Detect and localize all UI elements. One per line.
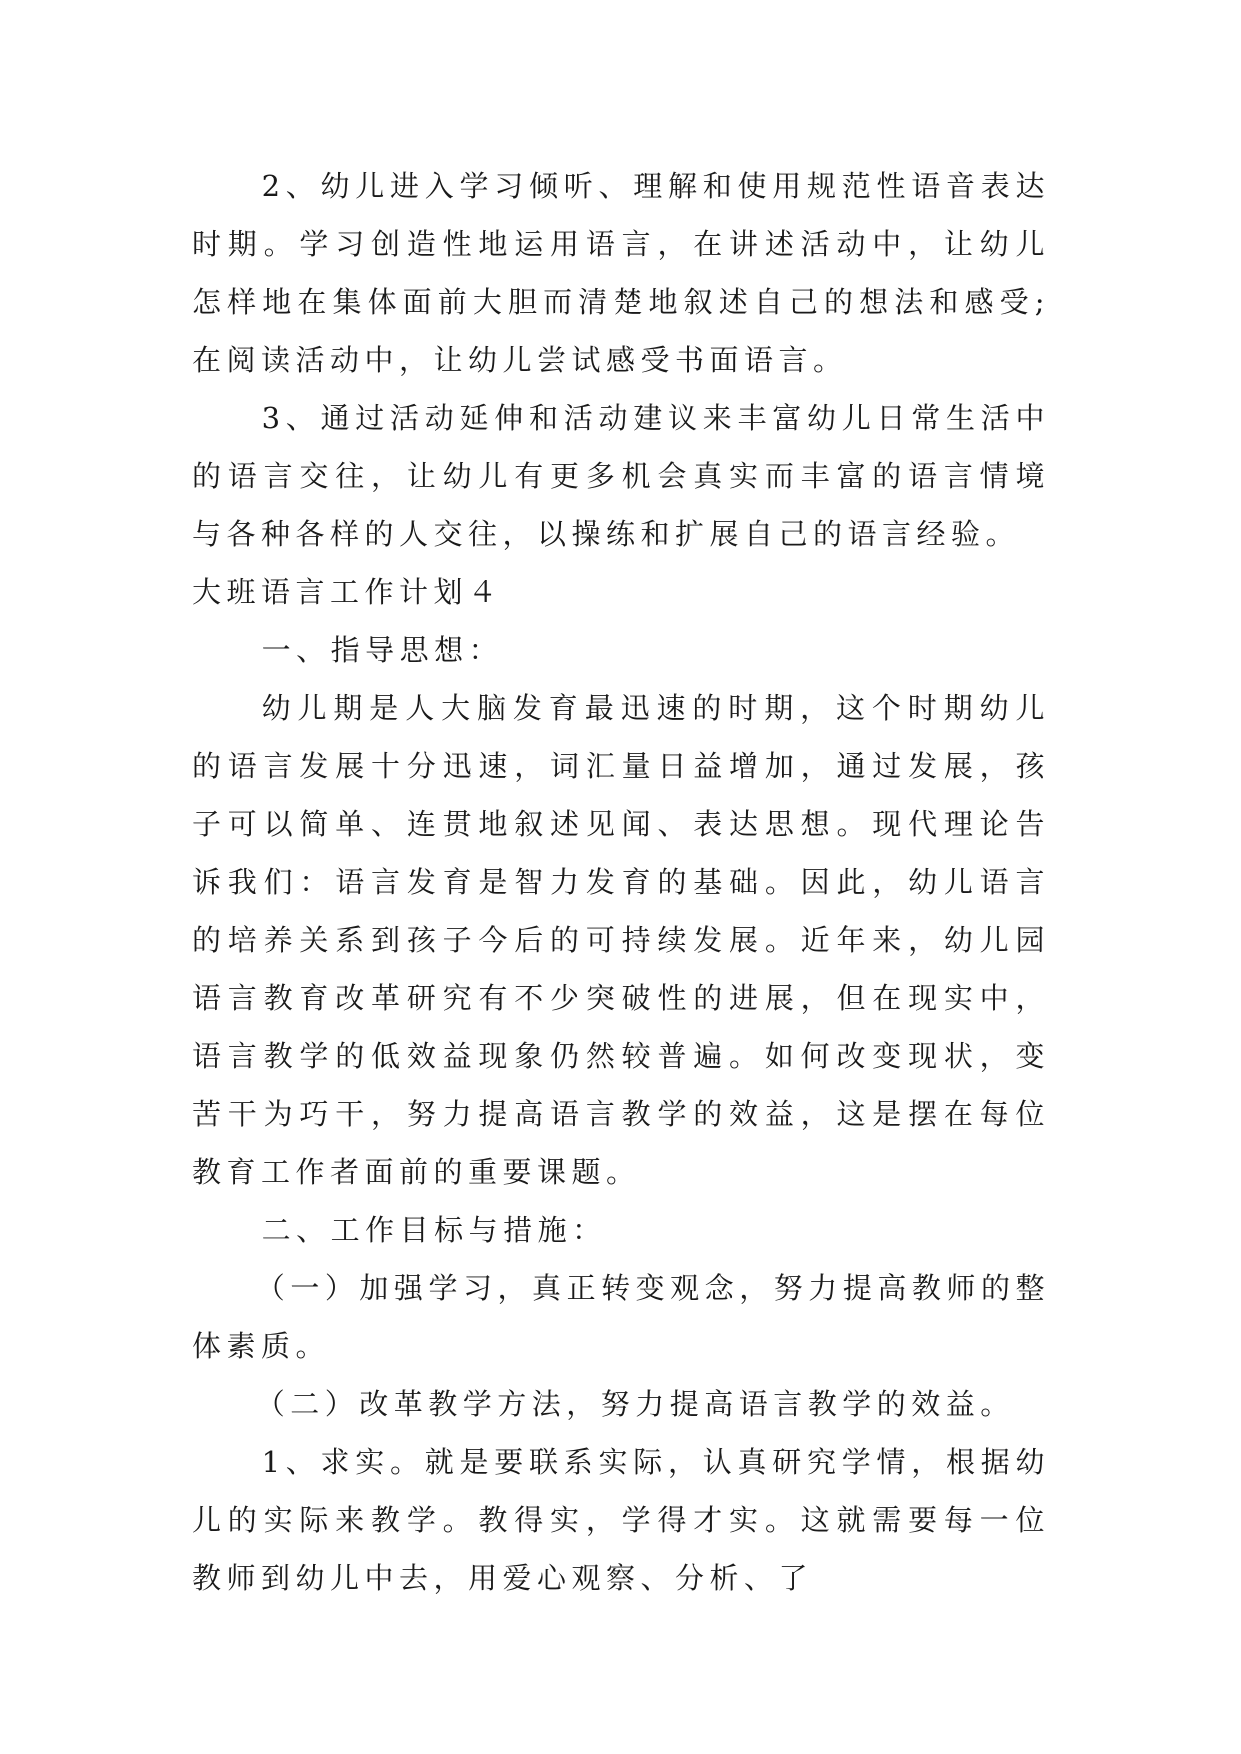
- paragraph-goal-2: （二）改革教学方法，努力提高语言教学的效益。: [255, 1387, 1015, 1421]
- heading-goals-measures: 二、工作目标与措施：: [261, 1213, 607, 1247]
- heading-guiding-thought: 一、指导思想：: [261, 633, 504, 667]
- paragraph-item-3: 3、通过活动延伸和活动建议来丰富幼儿日常生活中的语言交往，让幼儿有更多机会真实而丰富的语言情境与各种各样的人交往，以操练和扩展自己的语言经验。: [192, 401, 1050, 551]
- paragraph-goal-1: （一）加强学习，真正转变观念，努力提高教师的整体素质。: [192, 1271, 1050, 1363]
- paragraph-item-1-practical: 1、求实。就是要联系实际，认真研究学情，根据幼儿的实际来教学。教得实，学得才实。这就需要每一位教师到幼儿中去，用爱心观察、分析、了: [192, 1445, 1050, 1595]
- section-title: 大班语言工作计划４: [192, 575, 503, 609]
- document-body: [192, 157, 1050, 1607]
- paragraph-item-2: 2、幼儿进入学习倾听、理解和使用规范性语音表达时期。学习创造性地运用语言，在讲述活动中，让幼儿怎样地在集体面前大胆而清楚地叙述自己的想法和感受;在阅读活动中，让幼儿尝试感受书面语言。: [192, 169, 1050, 377]
- paragraph-guiding-thought: 幼儿期是人大脑发育最迅速的时期，这个时期幼儿的语言发展十分迅速，词汇量日益增加，通过发展，孩子可以简单、连贯地叙述见闻、表达思想。现代理论告诉我们：语言发育是智力发育的基础。因此，幼儿语言的培养关系到孩子今后的可持续发展。近年来，幼儿园语言教育改革研究有不少突破性的进展，但在现实中，语言教学的低效益现象仍然较普遍。如何改变现状，变苦干为巧干，努力提高语言教学的效益，这是摆在每位教育工作者面前的重要课题。: [192, 691, 1050, 1189]
